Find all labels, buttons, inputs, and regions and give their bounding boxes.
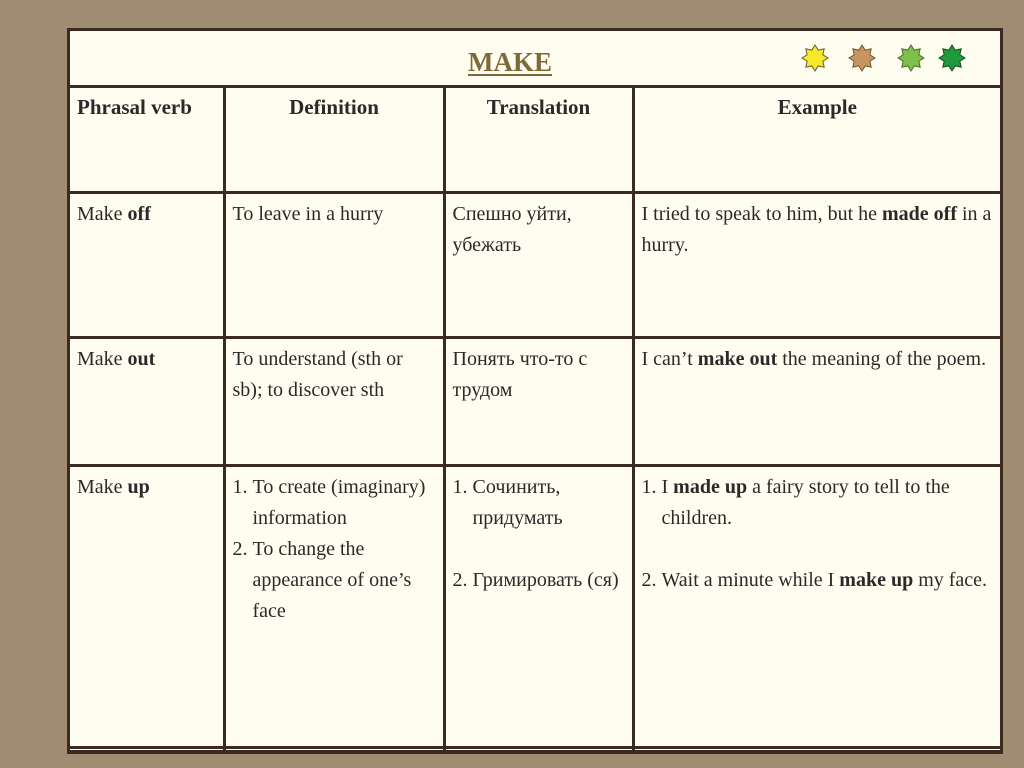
header-example: Example	[633, 88, 1000, 192]
slide	[67, 28, 1003, 754]
list-item: 2. Wait a minute while I make up my face.	[641, 568, 988, 591]
header-phrasal-verb: Phrasal verb	[70, 88, 224, 192]
light-green-star-icon	[897, 44, 925, 72]
list-item: 1. To create (imaginary) information	[232, 475, 426, 529]
table-row	[70, 337, 1000, 465]
verb-cell: Make out	[70, 337, 224, 465]
definition-cell: To understand (sth or sb); to discover sth	[224, 337, 444, 465]
green-star-icon	[938, 44, 966, 72]
example-cell	[633, 465, 1000, 751]
list-item: 2. Гримировать (ся)	[452, 568, 619, 591]
page-title: MAKE	[468, 47, 552, 77]
brown-star-icon	[848, 44, 876, 72]
definition-cell	[224, 465, 444, 751]
list-spacer	[453, 534, 625, 565]
table-row	[70, 465, 1000, 751]
example-cell: I can’t make out the meaning of the poem.	[633, 337, 1000, 465]
bottom-border	[70, 746, 1000, 749]
example-cell: I tried to speak to him, but he made off in a hurry.	[633, 192, 1000, 337]
star-icons	[801, 44, 971, 74]
table-row	[70, 192, 1000, 337]
translation-cell	[444, 465, 633, 751]
definition-cell: To leave in a hurry	[224, 192, 444, 337]
translation-cell: Спешно уйти, убежать	[444, 192, 633, 337]
list-item: 1. I made up a fairy story to tell to the children.	[641, 475, 950, 529]
verb-cell: Make off	[70, 192, 224, 337]
header-translation: Translation	[444, 88, 633, 192]
title-bar	[70, 31, 1000, 88]
verb-cell: Make up	[70, 465, 224, 751]
header-row	[70, 88, 1000, 192]
yellow-star-icon	[801, 44, 829, 72]
list-item: 2. To change the appearance of one’s face	[232, 537, 412, 622]
list-spacer	[642, 534, 994, 565]
list-item: 1. Сочинить, придумать	[452, 475, 563, 529]
phrasal-verbs-table	[70, 88, 1000, 753]
translation-cell: Понять что-то с трудом	[444, 337, 633, 465]
header-definition: Definition	[224, 88, 444, 192]
